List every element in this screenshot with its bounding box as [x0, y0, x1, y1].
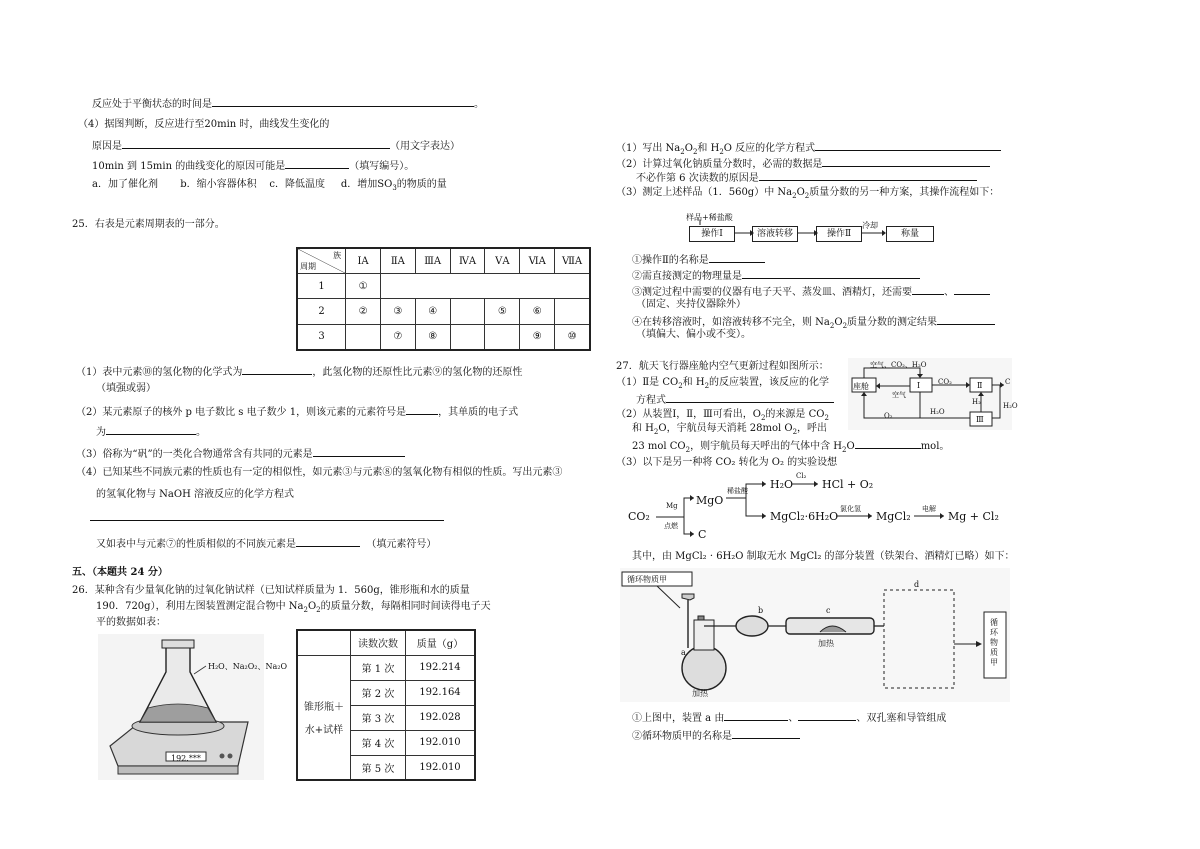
- group-header: ⅦA: [555, 248, 590, 274]
- h2-label: H₂: [972, 398, 981, 406]
- apparatus-b: b: [758, 606, 764, 615]
- option-a: a．加了催化剂: [92, 179, 158, 190]
- q27-heading: 27．航天飞行器座舱内空气更新过程如图所示：: [616, 361, 829, 372]
- reading-number: 第 1 次: [351, 655, 406, 680]
- answer-blank[interactable]: [242, 364, 312, 375]
- q26-line3: 平的数据如表：: [96, 617, 166, 628]
- answer-blank[interactable]: [798, 710, 856, 721]
- group-header: ⅥA: [520, 248, 555, 274]
- mass-readings-table: [296, 629, 476, 781]
- apparatus-d: d: [914, 580, 920, 589]
- r2-line: （2）计算过氧化钠质量分数时，必需的数据是: [616, 156, 990, 172]
- section-five-heading: 五、（本题共 24 分）: [72, 567, 168, 578]
- air-label: 空气: [892, 391, 906, 399]
- scheme-mgcl2-hydrate: MgCl₂·6H₂O: [770, 510, 839, 523]
- element-cell: ③: [380, 299, 415, 324]
- r3-4-line: ④在转移溶液时，如溶液转移不完全，则 $Na_2O_2$质量分数的测定结果: [632, 314, 995, 330]
- element-cell: [346, 324, 381, 350]
- group-header: ⅢA: [415, 248, 450, 274]
- q4-reason-line: 原因是 （用文字表达）: [92, 138, 460, 154]
- group-header: ⅡA: [380, 248, 415, 274]
- element-cell: ⑧: [415, 324, 450, 350]
- q27-2-line3: 23 mol $CO_2$，则宇航员每天呼出的气体中含 $H_2O$ mol。: [632, 438, 949, 454]
- r3-3-line: ③测定过程中需要的仪器有电子天平、蒸发皿、酒精灯，还需要 、: [632, 284, 990, 300]
- device-3: Ⅲ: [976, 415, 984, 424]
- flow-arrows: [686, 218, 936, 248]
- co2-label: CO₂: [938, 378, 952, 386]
- device-2: Ⅱ: [977, 381, 983, 390]
- scheme-hcl: 稀盐酸: [727, 487, 748, 495]
- answer-blank[interactable]: [106, 424, 196, 435]
- reading-mass: 192.010: [406, 730, 476, 755]
- apparatus-circulating-label: 循环物质甲: [627, 575, 667, 584]
- r3-1-line: ①操作Ⅱ的名称是: [632, 252, 765, 268]
- q27-6-line: ②循环物质甲的名称是: [632, 728, 800, 744]
- q25-2-line: （2）某元素原子的核外 p 电子数比 s 电子数少 1，则该元素的元素符号是 ，其单质的电子式: [76, 404, 518, 420]
- flask-contents-label: H₂O、Na₂O₂、Na₂O: [208, 662, 288, 671]
- periodic-table: [296, 247, 591, 351]
- element-cell: [450, 324, 485, 350]
- reading-number: 第 2 次: [351, 680, 406, 705]
- line-equilibrium-time: 反应处于平衡状态的时间是 。: [92, 96, 484, 112]
- element-cell: [555, 299, 590, 324]
- group-header: ⅠA: [346, 248, 381, 274]
- r3-line: （3）测定上述样品（1．560g）中 $Na_2O_2$质量分数的另一种方案，其操作流程如下：: [616, 187, 1000, 200]
- scheme-electrolysis: 电解: [922, 505, 936, 513]
- q27-2-line: （2）从装置Ⅰ，Ⅱ，Ⅲ可看出，$O_2$的来源是 $CO_2$: [616, 409, 829, 422]
- r3-4-tail: （填偏大、偏小或不变）。: [636, 329, 751, 340]
- q26-line2: 190．720g），利用左图装置测定混合物中 $Na_2O_2$的质量分数，每隔相同时间读得电子天: [96, 601, 491, 614]
- scheme-product-1: HCl + O₂: [822, 478, 874, 491]
- answer-blank[interactable]: [742, 268, 920, 279]
- scheme-mgo: MgO: [696, 494, 724, 507]
- answer-blank[interactable]: [855, 438, 921, 449]
- answer-blank[interactable]: [313, 446, 405, 457]
- element-cell: ⑨: [520, 324, 555, 350]
- element-cell: [450, 299, 485, 324]
- q25-3-line: （3）俗称为“矾”的一类化合物通常含有共同的元素是: [76, 446, 405, 462]
- q27-apparatus-desc: 其中，由 MgCl₂ · 6H₂O 制取无水 MgCl₂ 的部分装置（铁架台、酒精灯已略）如下：: [632, 551, 1015, 562]
- answer-blank[interactable]: [724, 710, 788, 721]
- flow-solution-transfer: 溶液转移: [752, 226, 798, 242]
- scheme-arrows: [624, 470, 954, 546]
- cabin-box: 座舱: [853, 382, 869, 391]
- q27-1-tail: 方程式: [636, 392, 834, 408]
- apparatus-heat-c: 加热: [818, 639, 834, 648]
- answer-blank[interactable]: [732, 728, 800, 739]
- answer-blank[interactable]: [822, 156, 990, 167]
- flow-operation-2: 操作Ⅱ: [816, 226, 862, 242]
- element-cell: ⑦: [380, 324, 415, 350]
- reading-mass: 192.010: [406, 755, 476, 780]
- option-c: c．降低温度: [269, 179, 325, 190]
- apparatus-right-label: 循环物质甲: [990, 618, 998, 667]
- q27-1-line: （1）Ⅱ是 $CO_2$和 $H_2$的反应装置，该反应的化学: [616, 377, 830, 390]
- reading-mass: 192.214: [406, 655, 476, 680]
- q27-2-line2: 和 $H_2O$，宇航员每天消耗 28mol $O_2$，呼出: [632, 423, 828, 436]
- scheme-co2: CO₂: [628, 510, 650, 523]
- device-1: Ⅰ: [917, 381, 921, 390]
- scheme-mgcl2: MgCl₂: [876, 510, 911, 523]
- period-label: 1: [297, 274, 346, 299]
- answer-blank[interactable]: [666, 392, 834, 403]
- scheme-ignite: 点燃: [664, 522, 678, 530]
- table-corner: [297, 630, 351, 655]
- apparatus-heat-a: 加热: [692, 689, 708, 698]
- group-header: ⅤA: [485, 248, 520, 274]
- answer-blank[interactable]: [212, 96, 474, 107]
- q25-2-tail: 为 。: [96, 424, 206, 440]
- element-cell: ⑩: [555, 324, 590, 350]
- scheme-hcl-gas: 氯化氢: [840, 505, 861, 513]
- element-cell: [485, 324, 520, 350]
- reading-number: 第 4 次: [351, 730, 406, 755]
- answer-line[interactable]: [90, 520, 444, 521]
- q27-5-line: ①上图中，装置 a 由 、 、双孔塞和导管组成: [632, 710, 946, 726]
- q26-line1: 26．某种含有少量氧化钠的过氧化钠试样（已知试样质量为 1．560g，锥形瓶和水的质量: [72, 585, 470, 596]
- answer-blank[interactable]: [122, 138, 390, 149]
- c-label: C: [1005, 378, 1011, 386]
- q4-heading: （4）据图判断，反应进行至20min 时，曲线发生变化的: [78, 119, 330, 130]
- apparatus-illustration: [620, 568, 1010, 702]
- r3-3-tail: （固定、夹持仪器除外）: [636, 299, 746, 310]
- q25-1-tail: （填强或弱）: [96, 383, 156, 394]
- col-header-reading: 读数次数: [351, 630, 406, 655]
- q25-1-line: （1）表中元素⑩的氢化物的化学式为 ，此氢化物的还原性比元素⑨的氢化物的还原性: [76, 364, 522, 380]
- element-cell: ②: [346, 299, 381, 324]
- reading-mass: 192.028: [406, 705, 476, 730]
- flow-operation-1: 操作Ⅰ: [689, 226, 735, 242]
- answer-blank[interactable]: [759, 170, 977, 181]
- balance-display: 192.***: [171, 754, 201, 763]
- r2-line2: 不必作第 6 次读数的原因是: [636, 170, 977, 186]
- q25-4-line: （4）已知某些不同族元素的性质也有一定的相似性，如元素③与元素⑧的氢氧化物有相似的性质。写出元素③: [76, 467, 563, 478]
- corner-cell: 族 周期: [297, 248, 346, 274]
- air-in-label: 空气、CO₂、H₂O: [870, 361, 927, 369]
- flow-sample-label: 样品+稀盐酸: [686, 213, 733, 222]
- element-cell: ①: [346, 274, 381, 299]
- q25-heading: 25．右表是元素周期表的一部分。: [72, 219, 225, 230]
- reading-number: 第 3 次: [351, 705, 406, 730]
- element-cell: ⑤: [485, 299, 520, 324]
- answer-blank[interactable]: [285, 158, 349, 169]
- apparatus-c: c: [826, 606, 831, 615]
- flow-weigh: 称量: [886, 226, 934, 242]
- answer-blank[interactable]: [296, 536, 360, 547]
- q25-4-line2: 的氢氧化物与 NaOH 溶液反应的化学方程式: [96, 489, 294, 500]
- scheme-product-2: Mg + Cl₂: [948, 510, 999, 523]
- h2o-bottom-label: H₂O: [930, 408, 945, 416]
- q25-4-line3: 又如表中与元素⑦的性质相似的不同族元素是 （填元素符号）: [96, 536, 436, 552]
- answer-blank[interactable]: [709, 252, 765, 263]
- answer-blank[interactable]: [954, 284, 990, 295]
- flow-cool-label: 冷却: [862, 221, 878, 230]
- col-header-mass: 质量（g）: [406, 630, 476, 655]
- group-header: ⅣA: [450, 248, 485, 274]
- element-cell: ④: [415, 299, 450, 324]
- apparatus-a: a: [681, 648, 686, 657]
- scheme-mg: Mg: [666, 502, 678, 510]
- answer-blank[interactable]: [406, 404, 438, 415]
- r3-2-line: ②需直接测定的物理量是: [632, 268, 920, 284]
- answer-blank[interactable]: [937, 314, 995, 325]
- h2o-side-label: H₂O: [1003, 402, 1018, 410]
- o2-label: O₂: [884, 412, 893, 420]
- element-cell: ⑥: [520, 299, 555, 324]
- scheme-c: C: [698, 528, 707, 541]
- q27-3-line: （3）以下是另一种将 CO₂ 转化为 O₂ 的实验设想: [616, 457, 838, 468]
- q4-options: [92, 178, 447, 192]
- row-label: 锥形瓶＋ 水+试样: [297, 655, 351, 780]
- option-b: b．缩小容器体积: [180, 179, 257, 190]
- reading-mass: 192.164: [406, 680, 476, 705]
- scheme-h2o: H₂O: [770, 478, 794, 491]
- answer-blank[interactable]: [815, 140, 1001, 151]
- answer-blank[interactable]: [912, 284, 944, 295]
- r1-line: （1）写出 $Na_2O_2$和 $H_2O$ 反应的化学方程式: [616, 140, 1001, 156]
- reading-number: 第 5 次: [351, 755, 406, 780]
- empty-span: [380, 274, 590, 299]
- period-label: 3: [297, 324, 346, 350]
- q4-10min-line: 10min 到 15min 的曲线变化的原因可能是 （填写编号）。: [92, 158, 414, 174]
- scheme-cl2: Cl₂: [796, 472, 807, 480]
- option-d: d．增加$SO_3$的物质的量: [340, 179, 447, 192]
- period-label: 2: [297, 299, 346, 324]
